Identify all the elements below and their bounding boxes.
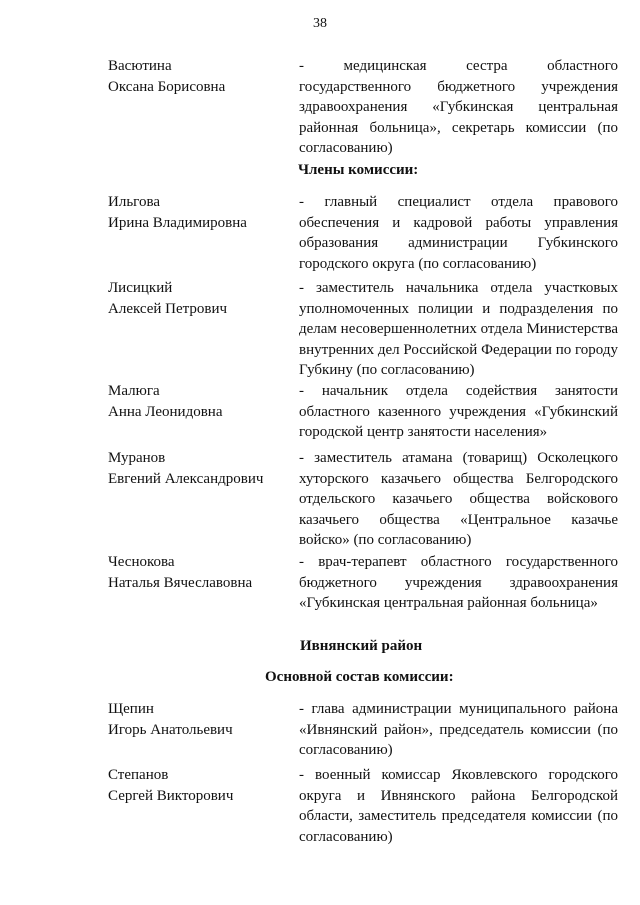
- given-name: Оксана Борисовна: [108, 78, 226, 95]
- person-role: - главный специалист отдела правового обеспечения и кадровой работы управления образования администрации Губкинского городского округа (по согласованию): [299, 194, 618, 272]
- person-role: - заместитель атамана (товарищ) Осколецкого хуторского казачьего общества Белгородского отдельского казачьего общества войскового казачьего общества «Центральное казачье войско» (по согласованию): [299, 450, 618, 548]
- person-role: - военный комиссар Яковлевского городского округа и Ивнянского района Белгородской области, заместитель председателя комиссии (по согласованию): [299, 767, 618, 845]
- person-role: - глава администрации муниципального района «Ивнянский район», председатель комиссии (по согласованию): [299, 701, 618, 758]
- district-name: Ивнянский район: [300, 638, 423, 654]
- surname: Щепин: [108, 701, 154, 717]
- person-role: - заместитель начальника отдела участковых уполномоченных полиции и подразделения по делам несовершеннолетних отдела Министерства внутренних дел Российской Федерации по городу Губкину (по согласованию): [299, 280, 618, 378]
- person-name: [108, 278, 288, 319]
- surname: Чеснокова: [108, 554, 175, 570]
- surname: Муранов: [108, 450, 166, 466]
- surname: Степанов: [108, 767, 169, 783]
- given-name: Анна Леонидовна: [108, 403, 223, 420]
- given-name: Ирина Владимировна: [108, 214, 247, 231]
- given-name: Евгений Александрович: [108, 470, 264, 487]
- page-number: 38: [313, 16, 327, 31]
- given-name: Алексей Петрович: [108, 300, 228, 317]
- person-role: - начальник отдела содействия занятости областного казенного учреждения «Губкинский городской центр занятости населения»: [299, 383, 618, 440]
- person-name: [108, 56, 288, 97]
- main-composition-heading: Основной состав комиссии:: [265, 669, 454, 685]
- person-name: [108, 381, 288, 422]
- given-name: Игорь Анатольевич: [108, 721, 233, 738]
- person-name: [108, 552, 288, 593]
- given-name: Наталья Вячеславовна: [108, 574, 253, 591]
- person-name: [108, 699, 288, 740]
- surname: Ильгова: [108, 194, 160, 210]
- person-role: - врач-терапевт областного государственного бюджетного учреждения здравоохранения «Губкинская центральная районная больница»: [299, 554, 618, 611]
- surname: Малюга: [108, 383, 160, 399]
- members-heading: Члены комиссии:: [298, 162, 419, 178]
- surname: Лисицкий: [108, 280, 173, 296]
- person-name: [108, 765, 288, 806]
- given-name: Сергей Викторович: [108, 787, 234, 804]
- surname: Васютина: [108, 58, 172, 74]
- person-name: [108, 448, 288, 489]
- person-role: - медицинская сестра областного государственного бюджетного учреждения здравоохранения «Губкинская центральная районная больница», секретарь комиссии (по согласованию): [299, 58, 618, 156]
- person-name: [108, 192, 288, 233]
